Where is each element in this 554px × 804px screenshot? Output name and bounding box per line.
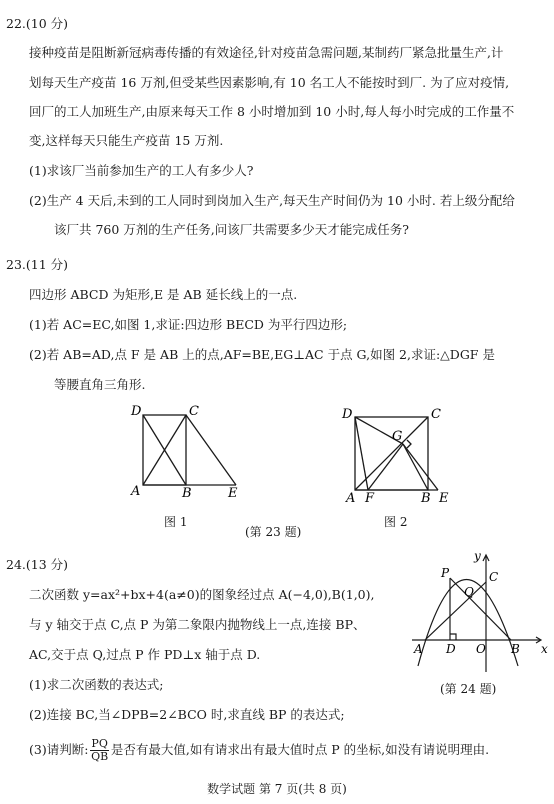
q24-part3-prefix: (3)请判断: bbox=[29, 742, 89, 757]
q24-part3-suffix: 是否有最大值,如有请求出有最大值时点 P 的坐标,如没有请说明理由. bbox=[110, 742, 490, 757]
label-b: B bbox=[511, 642, 520, 656]
page-footer: 数学试题 第 7 页(共 8 页) bbox=[207, 782, 347, 796]
label-b: B bbox=[421, 491, 431, 506]
q24-text-line3: AC,交于点 Q,过点 P 作 PD⊥x 轴于点 D. bbox=[29, 647, 261, 662]
q23-part2-line1: (2)若 AB=AD,点 F 是 AB 上的点,AF=BE,EG⊥AC 于点 G,如图 2,求证:△DGF 是 bbox=[29, 347, 495, 362]
label-p: P bbox=[441, 566, 450, 580]
q24-part2: (2)连接 BC,当∠DPB=2∠BCO 时,求直线 BP 的表达式; bbox=[29, 707, 345, 722]
label-x: x bbox=[541, 642, 548, 656]
label-f: F bbox=[365, 491, 375, 506]
q23-figure-2 bbox=[335, 400, 460, 510]
q24-part1: (1)求二次函数的表达式; bbox=[29, 677, 164, 692]
q22-header: 22.(10 分) bbox=[6, 16, 69, 31]
label-g: G bbox=[392, 429, 403, 444]
q24-fig-caption: (第 24 题) bbox=[440, 682, 497, 696]
q24-figure bbox=[410, 548, 550, 678]
segment-ac bbox=[425, 582, 486, 640]
right-angle-mark bbox=[450, 634, 456, 640]
q24-part3 bbox=[29, 738, 489, 763]
label-a: A bbox=[131, 484, 141, 499]
label-q: Q bbox=[464, 585, 474, 599]
q22-part2-line2: 该厂共 760 万剂的生产任务,问该厂共需要多少天才能完成任务? bbox=[54, 222, 409, 237]
fraction-denominator: QB bbox=[91, 750, 109, 763]
q23-figure-1 bbox=[122, 400, 252, 505]
q23-fig2-caption: 图 2 bbox=[384, 515, 408, 529]
fraction-numerator: PQ bbox=[91, 737, 108, 750]
segment-fg bbox=[368, 444, 403, 490]
q23-fig1-caption: 图 1 bbox=[164, 515, 188, 529]
label-c: C bbox=[489, 570, 499, 584]
q23-center-caption: (第 23 题) bbox=[245, 525, 302, 539]
segment-gb bbox=[403, 444, 428, 490]
segment-ce bbox=[186, 415, 236, 485]
q24-text-line2: 与 y 轴交于点 C,点 P 为第二象限内抛物线上一点,连接 BP、 bbox=[29, 617, 366, 632]
label-d: D bbox=[446, 642, 456, 656]
q23-text-line1: 四边形 ABCD 为矩形,E 是 AB 延长线上的一点. bbox=[29, 287, 298, 302]
label-a: A bbox=[414, 642, 423, 656]
q23-part2-line2: 等腰直角三角形. bbox=[54, 377, 146, 392]
label-e: E bbox=[439, 491, 449, 506]
q24-text-line1: 二次函数 y=ax²+bx+4(a≠0)的图象经过点 A(−4,0),B(1,0), bbox=[29, 587, 375, 602]
label-c: C bbox=[189, 404, 199, 419]
label-e: E bbox=[228, 486, 238, 501]
q22-text-line4: 变,这样每天只能生产疫苗 15 万剂. bbox=[29, 133, 224, 148]
q24-fraction bbox=[90, 738, 108, 763]
label-c: C bbox=[431, 407, 441, 422]
right-angle-mark bbox=[407, 440, 411, 448]
q24-header: 24.(13 分) bbox=[6, 557, 69, 572]
label-a: A bbox=[346, 491, 356, 506]
segment-df bbox=[355, 417, 368, 490]
q22-part1: (1)求该厂当前参加生产的工人有多少人? bbox=[29, 163, 254, 178]
segment-ge bbox=[403, 444, 438, 490]
label-b: B bbox=[182, 486, 192, 501]
q22-text-line1: 接种疫苗是阻断新冠病毒传播的有效途径,针对疫苗急需问题,某制药厂紧急批量生产,计 bbox=[29, 45, 504, 60]
label-d: D bbox=[131, 404, 142, 419]
label-d: D bbox=[342, 407, 353, 422]
label-o: O bbox=[476, 642, 486, 656]
q22-part2-line1: (2)生产 4 天后,未到的工人同时到岗加入生产,每天生产时间仍为 10 小时. 若上级分配给 bbox=[29, 193, 515, 208]
q23-part1: (1)若 AC=EC,如图 1,求证:四边形 BECD 为平行四边形; bbox=[29, 317, 348, 332]
q23-header: 23.(11 分) bbox=[6, 257, 69, 272]
label-y: y bbox=[474, 549, 481, 563]
q22-text-line3: 回厂的工人加班生产,由原来每天工作 8 小时增加到 10 小时,每人每小时完成的工作量不 bbox=[29, 104, 515, 119]
q22-text-line2: 划每天生产疫苗 16 万剂,但受某些因素影响,有 10 名工人不能按时到厂. 为了应对疫情, bbox=[29, 75, 510, 90]
